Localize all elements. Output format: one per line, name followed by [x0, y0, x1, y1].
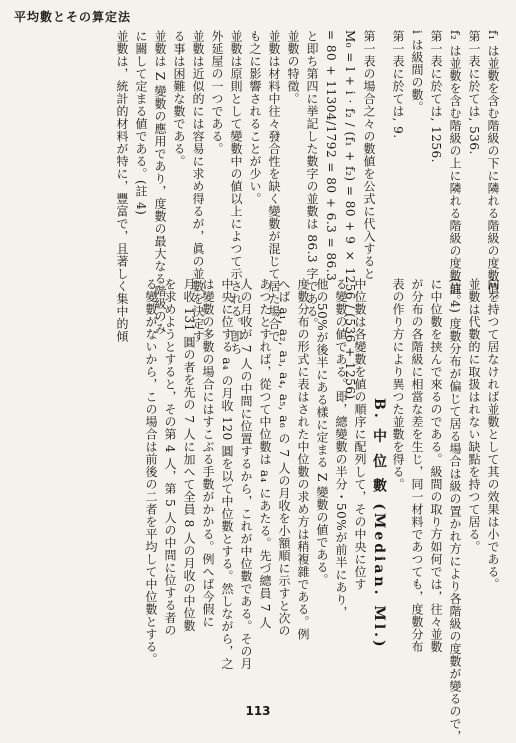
footnote-line: 表の作り方により異つた並數を得る。	[391, 278, 405, 491]
text-line: 並數は原則として變數中の値以上によつて示される。卽ち	[229, 30, 243, 355]
text-line: 並數は，統計的材料が特に，豐富で，且著しく集中的傾	[115, 30, 129, 343]
text-line: f₂ は並數を含む階級の上に隣れる階級の度數值。	[448, 30, 462, 308]
text-line: と即ち第四に挙記した數字の並數は 86.3 字である。	[305, 30, 319, 330]
text-line: る變數がないから，この場合は前後の二者を平均して中位數とする。	[144, 278, 158, 666]
text-line: 並數の特徵。	[286, 30, 300, 105]
text-line: 向を持つて居なければ並數として其の效果は小である。	[486, 278, 500, 591]
text-line: 第一表に於ては, 9.	[391, 30, 405, 139]
section-heading: B. 中 位 數 (Median. Ml.)	[371, 398, 387, 650]
text-line: を求めようとすると，その第 4 人，第 5 人の中間に位する者の	[163, 278, 177, 637]
text-line: 並數は代數的に取扱はれない缺點を持つて居る。	[467, 278, 481, 553]
text-line: 外延屋の一つである。	[210, 30, 224, 155]
upper-left-text	[112, 30, 378, 400]
text-line: f₁ は並數を含む階級の下に隣れる階級の度數值。	[486, 30, 500, 308]
text-line: 人の月收が 7 人の中間に位置するから，これが中位數である。その月	[239, 278, 253, 670]
text-line: 並數は Z 變數の應用であり，度數の最大なる階級のみ	[153, 30, 167, 335]
text-line: 月收 131 圓の者を先の 7 人に加へて全員 8 人の月收の中位數	[182, 278, 196, 633]
text-line: 第一表の場合之々の數値を公式に代入すると	[362, 30, 376, 280]
text-line: へば a₁, a₂, a₃, a₄, a₅, a₆ の 7 人の月收を小額順に示すと次の	[277, 278, 291, 637]
text-line: 並數は材料中往々發合性を缺く變數が混じて居た場合で	[267, 30, 281, 343]
formula-line: = 80 + 11304/1792 = 80 + 6.3 = 86.3	[324, 30, 338, 282]
text-line: に關して定まる値である。(註 4)	[134, 30, 148, 216]
text-line: は變數の多數の場合にはすこぶる手數がかかる。例へば今假に	[201, 278, 215, 628]
page-number: 113	[245, 704, 271, 718]
running-header: 平均數とその算定法	[14, 10, 132, 24]
text-line: 中央に位する a₄ の月收 120 圓を以て中位數とする。然しながら，之	[220, 278, 234, 671]
text-line: 他の50%が後半にある樣に定まる Z 變數の値である。	[315, 278, 329, 587]
text-line: る變數の値である。即，總變數の半分・50%が前半にあり，	[334, 278, 348, 619]
text-line: も之に影響されることが少い。	[248, 30, 262, 205]
text-line: あつたとすれば，從つて中位數は a₄ にあたる。先づ總員 7 人	[258, 278, 272, 629]
text-line: i は級間の數。	[410, 30, 424, 114]
text-line: 中位數は各變數を値の順序に配列して，その中央に位す	[353, 278, 367, 591]
footnote-line: が分布の各階級に相當な差を生じ，同一材料であつても，度數分布	[410, 278, 424, 653]
text-line: る事は困難な數である。	[172, 30, 186, 168]
footnote-line: (註 4) 度數分布が偏じて居る場合は級の置かれ方により各階級の度數が變るので，	[448, 278, 462, 743]
text-line: 度數分布の形式に表はされた中位數の求め方は稍複雜である。例	[296, 278, 310, 641]
text-line: 第一表に於ては, 1256.	[429, 30, 443, 163]
upper-right-text	[388, 30, 502, 308]
text-line: 第一表に於ては, 536.	[467, 30, 481, 155]
text-line: 並數は近似的には容易に求め得るが，眞の並數を決定す	[191, 30, 205, 343]
formula-line: M₀ = l + i · f₂ / (f₁ + f₂) = 80 + 9 × 1256 / (536 + 1256)	[343, 30, 357, 400]
footnote-line: に中位數を挟んで來るのである。級間の取り方如何では，往々並數	[429, 278, 443, 653]
